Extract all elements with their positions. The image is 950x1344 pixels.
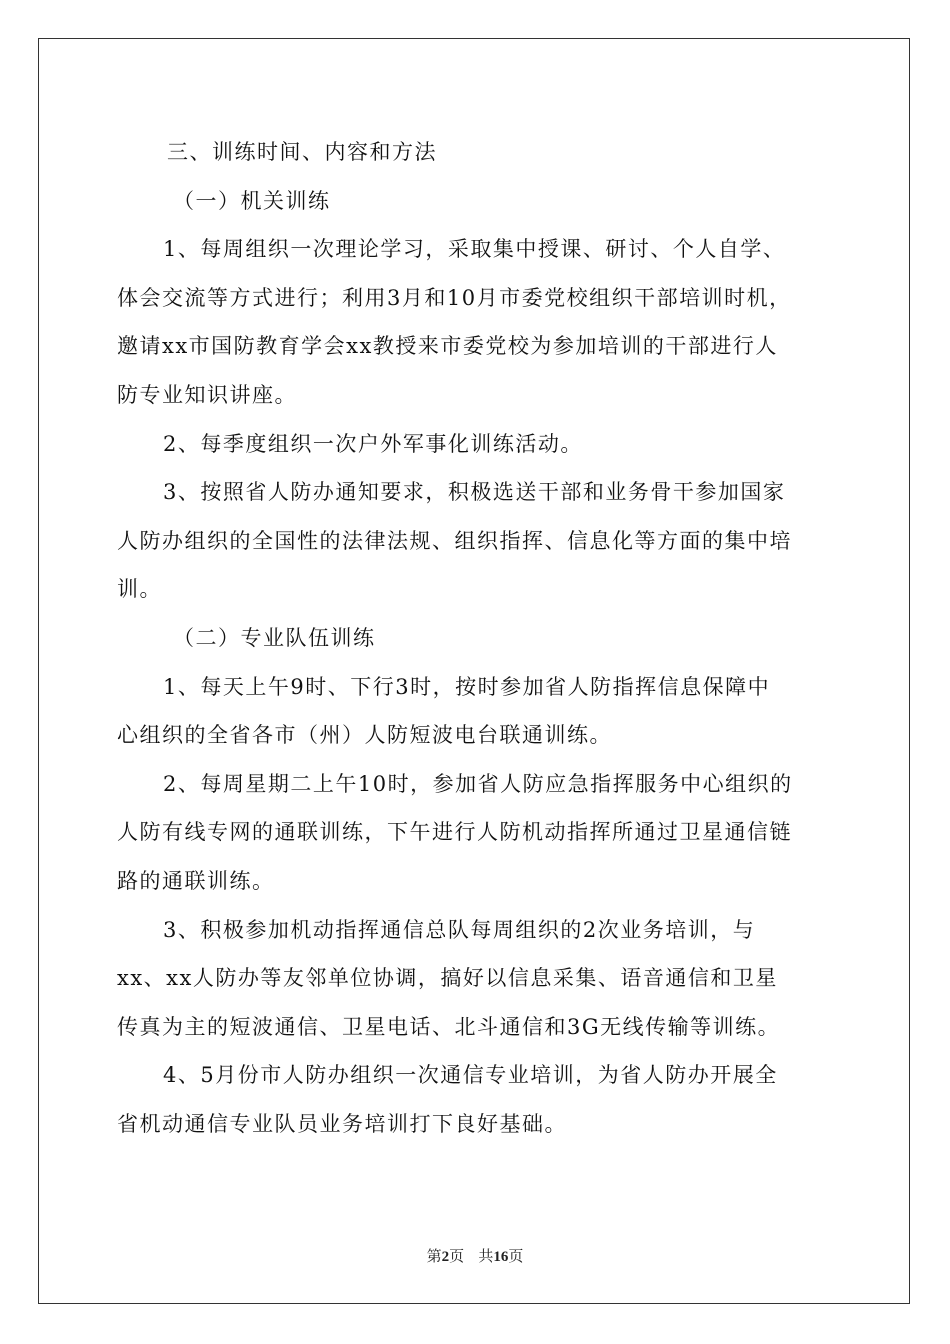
section-heading: 三、训练时间、内容和方法 bbox=[167, 140, 437, 164]
paragraph-line: 路的通联训练。 bbox=[117, 868, 275, 893]
paragraph-line: 2、每季度组织一次户外军事化训练活动。 bbox=[163, 431, 583, 456]
total-suffix: 页 bbox=[508, 1247, 524, 1265]
paragraph-line: 4、5月份市人防办组织一次通信专业培训，为省人防办开展全 bbox=[163, 1063, 778, 1088]
page-footer bbox=[0, 1245, 950, 1266]
total-pages: 16 bbox=[493, 1249, 509, 1265]
document-body bbox=[117, 128, 837, 1148]
paragraph-line: 邀请xx市国防教育学会xx教授来市委党校为参加培训的干部进行人 bbox=[117, 334, 778, 359]
paragraph-line: 1、每天上午9时、下行3时，按时参加省人防指挥信息保障中 bbox=[163, 674, 771, 699]
total-prefix: 共 bbox=[478, 1247, 494, 1265]
paragraph-line: 训。 bbox=[117, 577, 162, 602]
paragraph-line: xx、xx人防办等友邻单位协调，搞好以信息采集、语音通信和卫星 bbox=[117, 966, 778, 991]
paragraph-line: 3、积极参加机动指挥通信总队每周组织的2次业务培训，与 bbox=[163, 917, 756, 942]
paragraph-line: 心组织的全省各市（州）人防短波电台联通训练。 bbox=[117, 723, 612, 748]
paragraph-line: 传真为主的短波通信、卫星电话、北斗通信和3G无线传输等训练。 bbox=[117, 1014, 781, 1039]
subsection-heading: （二）专业队伍训练 bbox=[173, 625, 376, 650]
paragraph-line: 人防有线专网的通联训练，下午进行人防机动指挥所通过卫星通信链 bbox=[117, 820, 792, 845]
paragraph-line: 人防办组织的全国性的法律法规、组织指挥、信息化等方面的集中培 bbox=[117, 528, 792, 553]
paragraph-line: 省机动通信专业队员业务培训打下良好基础。 bbox=[117, 1111, 567, 1136]
page-number: 2 bbox=[441, 1249, 450, 1265]
paragraph-line: 2、每周星期二上午10时，参加省人防应急指挥服务中心组织的 bbox=[163, 771, 793, 796]
page-suffix: 页 bbox=[449, 1247, 465, 1265]
paragraph-line: 体会交流等方式进行；利用3月和10月市委党校组织干部培训时机， bbox=[117, 285, 792, 310]
paragraph-line: 3、按照省人防办通知要求，积极选送干部和业务骨干参加国家 bbox=[163, 480, 786, 505]
page-prefix: 第 bbox=[426, 1247, 442, 1265]
paragraph-line: 防专业知识讲座。 bbox=[117, 382, 297, 407]
subsection-heading: （一）机关训练 bbox=[173, 188, 331, 213]
paragraph-line: 1、每周组织一次理论学习，采取集中授课、研讨、个人自学、 bbox=[163, 237, 786, 262]
